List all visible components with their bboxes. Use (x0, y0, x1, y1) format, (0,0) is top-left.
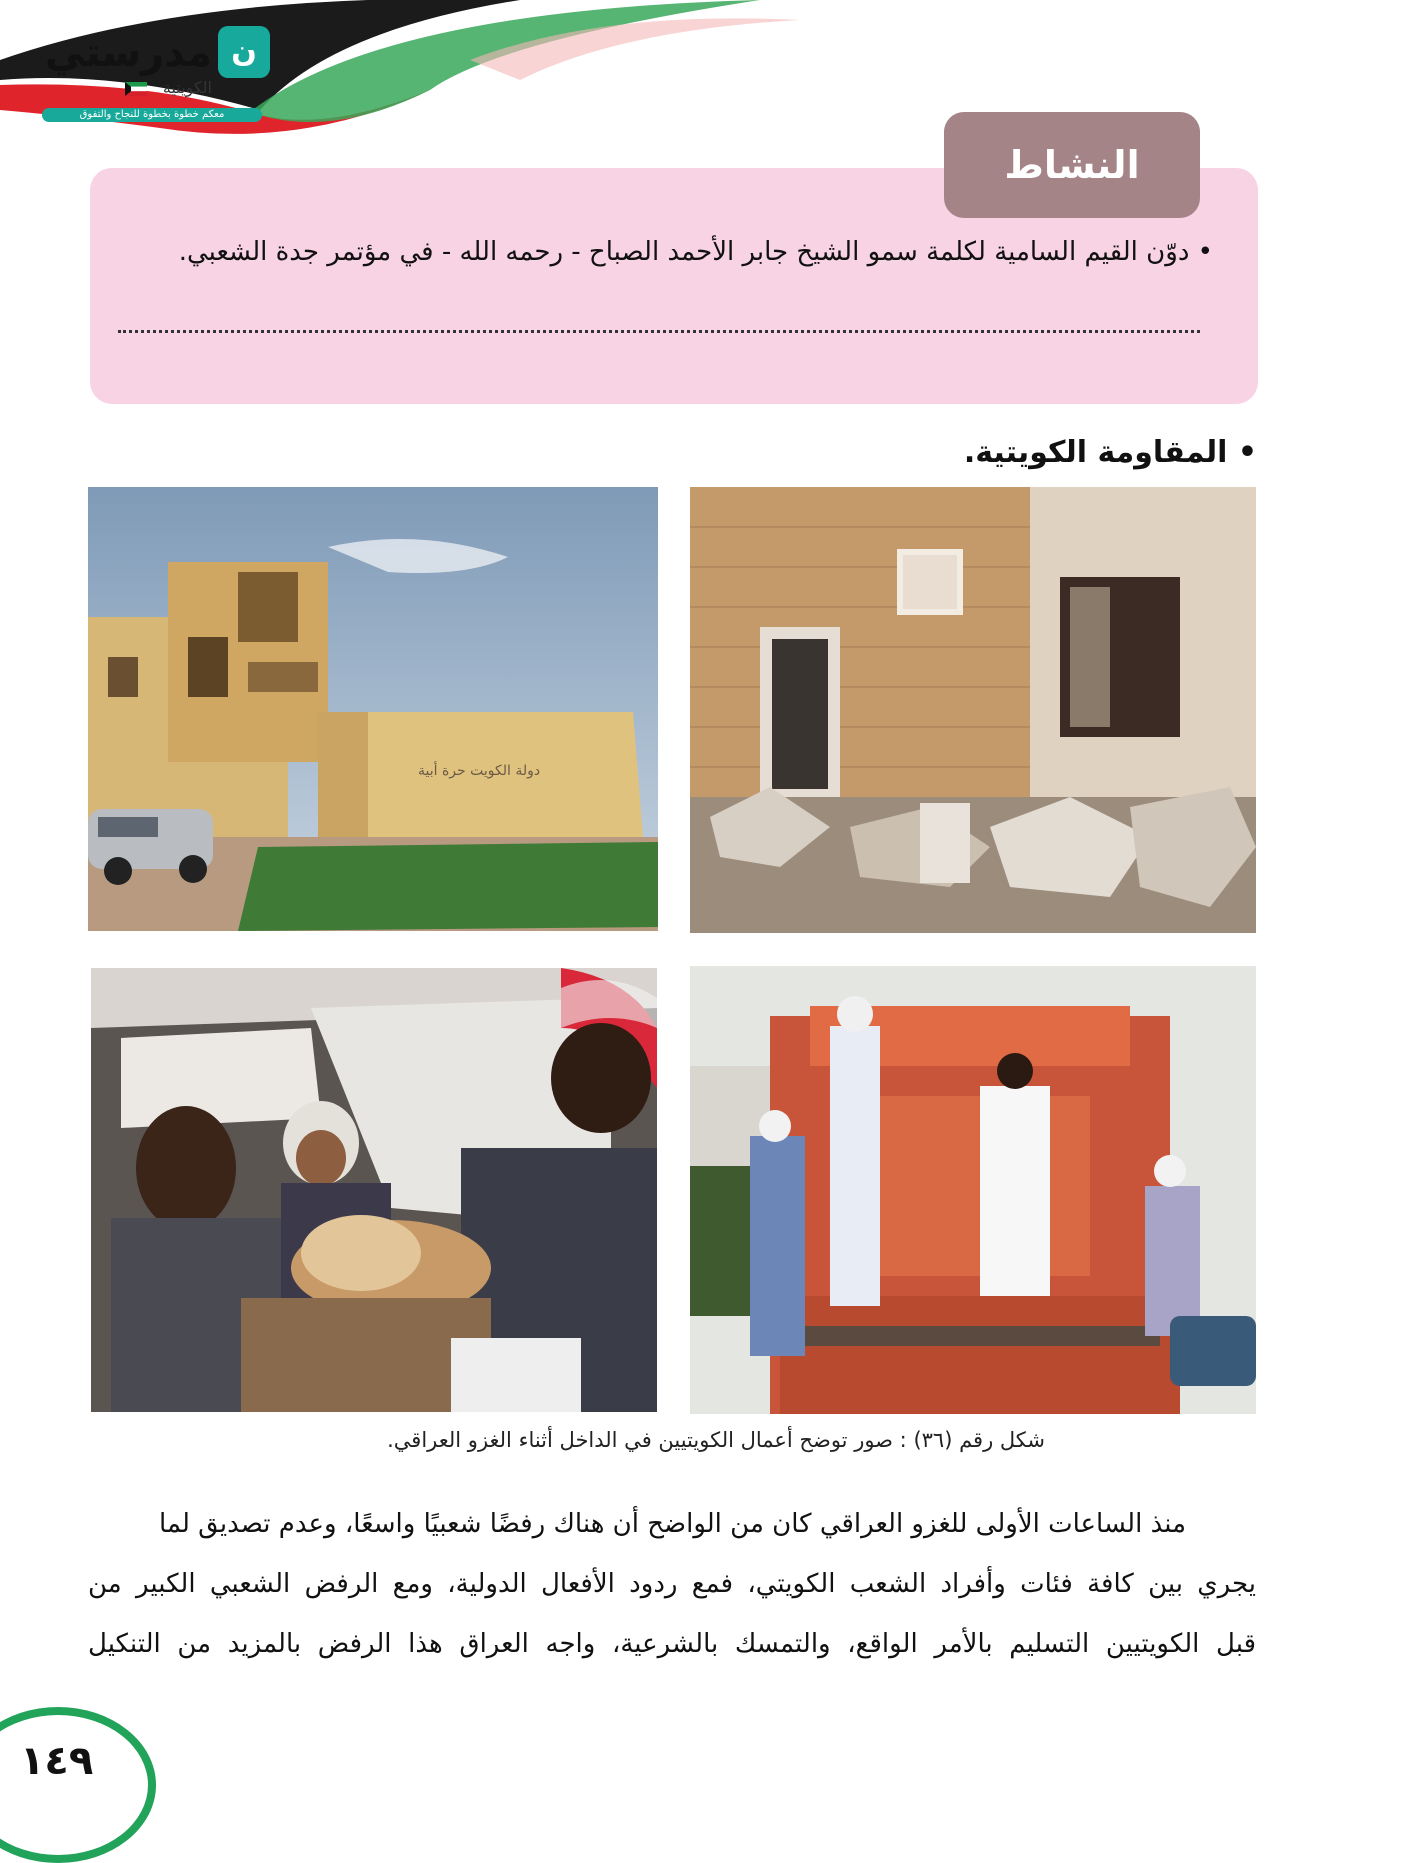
paragraph-line: يجري بين كافة فئات وأفراد الشعب الكويتي، فمع ردود الأفعال الدولية، ومع الرفض الشعبي الكبير من (88, 1569, 1256, 1599)
logo-badge-icon: ن (218, 26, 270, 78)
paragraph-line: منذ الساعات الأولى للغزو العراقي كان من الواضح أن هناك رفضًا شعبيًا واسعًا، وعدم تصديق لما (159, 1509, 1186, 1539)
activity-prompt: • دوّن القيم السامية لكلمة سمو الشيخ جابر الأحمد الصباح - رحمه الله - في مؤتمر جدة الشعبي. (178, 237, 1213, 267)
section-heading: • المقاومة الكويتية. (963, 435, 1257, 470)
page-number: ١٤٩ (20, 1738, 94, 1784)
answer-line[interactable] (118, 330, 1200, 333)
photo-damaged-building (88, 487, 658, 931)
kuwait-flag-icon (125, 82, 147, 96)
site-logo[interactable] (30, 20, 270, 120)
graffiti-text: دولة الكويت حرة أبية (418, 763, 541, 779)
photo-garbage-truck-volunteers (690, 966, 1256, 1414)
logo-name: مدرستي (44, 30, 212, 76)
paragraph-line: قبل الكويتيين التسليم بالأمر الواقع، والتمسك بالشرعية، واجه العراق هذا الرفض بالمزيد من التنكيل (88, 1629, 1256, 1659)
body-paragraph (88, 1494, 1256, 1674)
figure-caption: شكل رقم (٣٦) : صور توضح أعمال الكويتيين في الداخل أثناء الغزو العراقي. (387, 1428, 1045, 1452)
logo-tagline: معكم خطوة بخطوة للنجاح والتفوق (42, 108, 262, 122)
page-number-ring (0, 1707, 156, 1863)
photo-damaged-house (690, 487, 1256, 933)
photo-bread-distribution (91, 968, 657, 1412)
logo-subtitle: الكويتية (162, 78, 212, 97)
activity-title: النشاط (944, 112, 1200, 218)
